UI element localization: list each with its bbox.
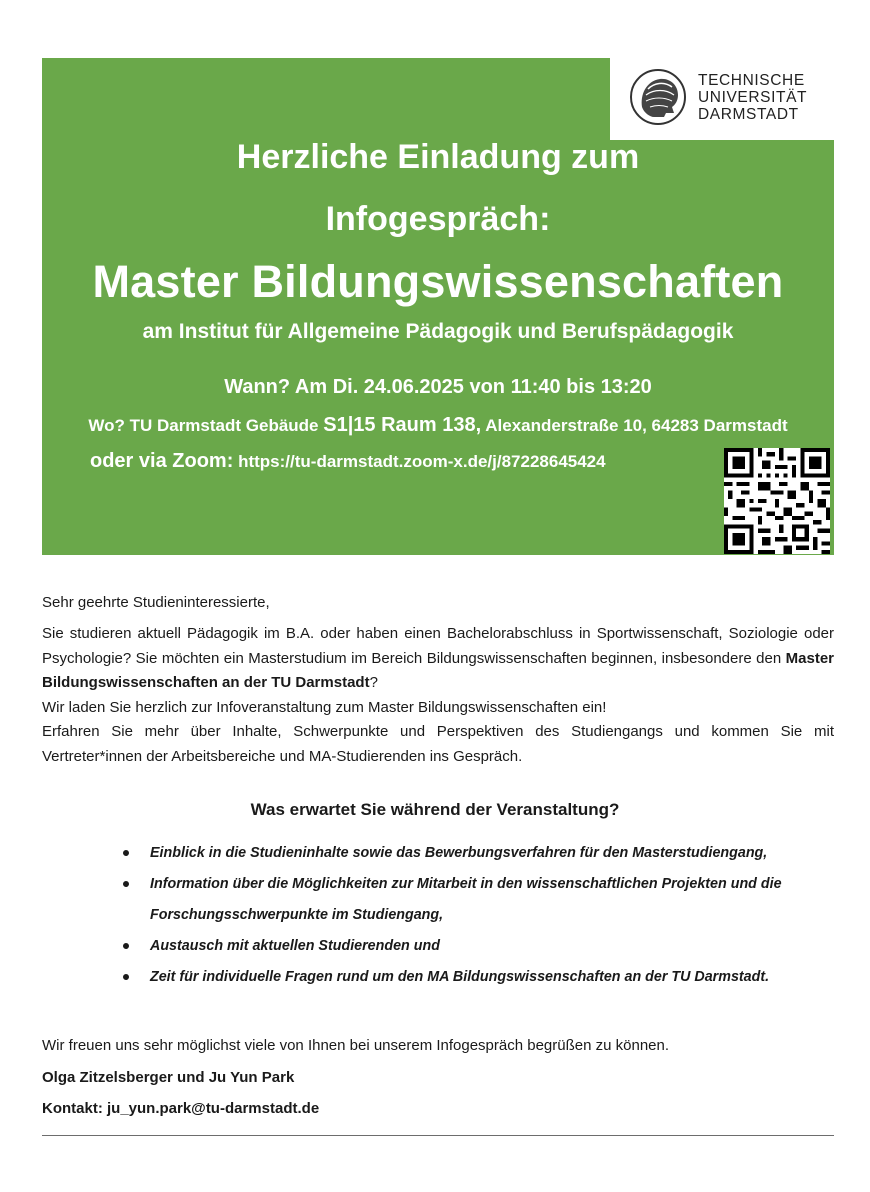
institute-subtitle: am Institut für Allgemeine Pädagogik und Berufspädagogik bbox=[142, 320, 734, 343]
bullet-dot-icon bbox=[123, 974, 129, 980]
intro-text-end: ? bbox=[369, 674, 378, 691]
location-address: Alexanderstraße 10, 64283 Darmstadt bbox=[485, 416, 788, 435]
organizer-names: Olga Zitzelsberger und Ju Yun Park bbox=[42, 1069, 295, 1086]
bullet-dot-icon bbox=[123, 881, 129, 887]
agenda-item-text: Einblick in die Studieninhalte sowie das Bewerbungsverfahren für den Masterstudiengang, bbox=[150, 845, 768, 861]
agenda-item bbox=[123, 962, 843, 993]
agenda-item-text: Austausch mit aktuellen Studierenden und bbox=[150, 938, 440, 954]
footer-divider bbox=[42, 1135, 834, 1136]
agenda-item-text: Information über die Möglichkeiten zur Mitarbeit in den wissenschaftlichen Projekten und die Forschungsschwerpunkte im Studiengang, bbox=[150, 876, 782, 923]
university-logo bbox=[610, 58, 834, 140]
details-paragraph: Erfahren Sie mehr über Inhalte, Schwerpunkte und Perspektiven des Studiengangs und kommen Sie mit Vertreter*innen der Arbeitsbereiche und MA-Studierenden ins Gespräch. bbox=[42, 723, 834, 765]
invitation-banner bbox=[42, 58, 834, 555]
invitation-title-line2: Infogespräch: bbox=[325, 200, 551, 238]
bullet-dot-icon bbox=[123, 943, 129, 949]
program-title: Master Bildungswissenschaften bbox=[92, 256, 784, 307]
contact-email[interactable]: Kontakt: ju_yun.park@tu-darmstadt.de bbox=[42, 1100, 320, 1117]
university-name-line1: TECHNISCHE bbox=[698, 72, 805, 89]
agenda-item bbox=[123, 838, 843, 869]
agenda-heading: Was erwartet Sie während der Veranstaltung? bbox=[250, 800, 620, 819]
zoom-link[interactable]: https://tu-darmstadt.zoom-x.de/j/87228645424 bbox=[238, 452, 606, 471]
athena-head-icon bbox=[628, 67, 688, 127]
greeting: Sehr geehrte Studieninteressierte, bbox=[42, 594, 270, 611]
location-prefix: Wo? TU Darmstadt Gebäude bbox=[88, 416, 319, 435]
agenda-item bbox=[123, 931, 843, 962]
invitation-title-line1: Herzliche Einladung zum bbox=[236, 138, 640, 176]
zoom-label: oder via Zoom: bbox=[90, 450, 234, 472]
intro-paragraph bbox=[42, 622, 834, 696]
location-building: S1|15 Raum 138, bbox=[323, 414, 482, 436]
university-name bbox=[698, 72, 807, 123]
agenda-item bbox=[123, 869, 843, 931]
university-name-line3: DARMSTADT bbox=[698, 106, 799, 123]
event-location bbox=[42, 414, 834, 437]
intro-program-highlight: Master Bildungswissenschaften an der TU Darmstadt bbox=[42, 649, 834, 691]
qr-code[interactable] bbox=[724, 448, 830, 554]
agenda-list bbox=[123, 838, 843, 993]
event-date: Wann? Am Di. 24.06.2025 von 11:40 bis 13:20 bbox=[224, 376, 652, 398]
bullet-dot-icon bbox=[123, 850, 129, 856]
intro-text-part: Sie studieren aktuell Pädagogik im B.A. oder haben einen Bachelorabschluss in Sportwissenschaft, Soziologie oder Psychologie? Sie möchten ein Masterstudium im Bereich Bildungswissenschaften beginnen, insbesondere den bbox=[42, 625, 834, 667]
zoom-info bbox=[90, 450, 606, 473]
agenda-item-text: Zeit für individuelle Fragen rund um den MA Bildungswissenschaften an der TU Darmstadt. bbox=[150, 969, 770, 985]
university-name-line2: UNIVERSITÄT bbox=[698, 89, 808, 106]
closing-sentence: Wir freuen uns sehr möglichst viele von Ihnen bei unserem Infogespräch begrüßen zu können. bbox=[42, 1037, 670, 1054]
intro-text bbox=[42, 622, 834, 769]
invitation-sentence: Wir laden Sie herzlich zur Infoveranstaltung zum Master Bildungswissenschaften ein! bbox=[42, 698, 607, 716]
